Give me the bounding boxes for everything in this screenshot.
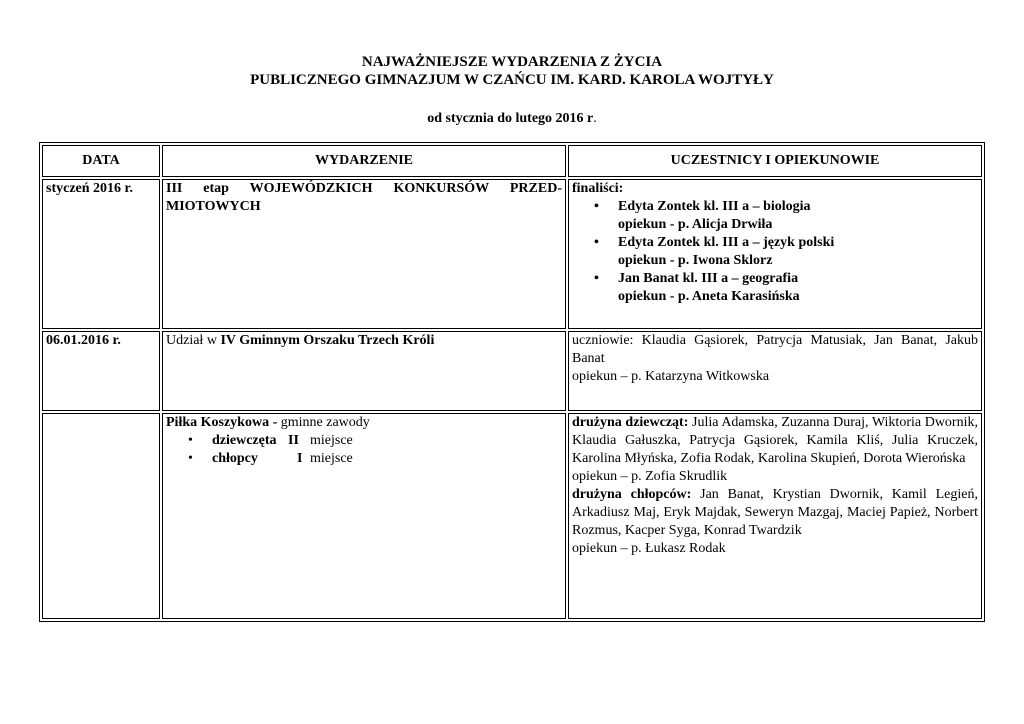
- row-participants: [568, 179, 982, 329]
- row-date: styczeń 2016 r.: [42, 179, 160, 329]
- boys-team-guardian: opiekun – p. Łukasz Rodak: [572, 541, 726, 556]
- result-word: miejsce: [310, 451, 353, 466]
- girls-team-guardian: opiekun – p. Zofia Skrudlik: [572, 469, 728, 484]
- result-word: miejsce: [310, 433, 353, 448]
- column-header-event: WYDARZENIE: [162, 145, 566, 177]
- finalist-entry: Jan Banat kl. III a – geografia: [618, 271, 799, 286]
- row-date: 06.01.2016 r.: [42, 331, 160, 411]
- result-place: II: [288, 433, 299, 448]
- result-place: I: [297, 451, 303, 466]
- table-row: [42, 179, 982, 329]
- girls-team-label: drużyna dziewcząt:: [572, 415, 689, 430]
- girls-team-names: Julia Adamska, Zuzanna Duraj, Wiktoria Dwornik, Klaudia Gałuszka, Patrycja Gąsiorek, Kamila Kliś, Julia Kruczek, Karolina Młyńska, Zofia Rodak, Karolina Skupień, Dorota Wierońska: [572, 415, 978, 466]
- finalists-list: [572, 198, 978, 306]
- document-title-line1: NAJWAŻNIEJSZE WYDARZENIA Z ŻYCIA: [361, 54, 663, 70]
- finalist-entry: Edyta Zontek kl. III a – biologia: [618, 199, 811, 214]
- list-item: [572, 270, 978, 306]
- column-header-date: DATA: [42, 145, 160, 177]
- bullet-icon: •: [188, 433, 193, 448]
- results-list: [166, 432, 562, 468]
- finalists-heading: finaliści:: [572, 181, 624, 196]
- finalist-guardian: opiekun - p. Aneta Karasińska: [618, 289, 800, 304]
- row-event: III etap WOJEWÓDZKICH KONKURSÓW PRZED-MIOTOWYCH: [162, 179, 566, 329]
- bullet-icon: •: [188, 451, 193, 466]
- bullet-icon: •: [594, 235, 599, 250]
- row-participants: [568, 331, 982, 411]
- boys-team-names: Jan Banat, Krystian Dwornik, Kamil Legień, Arkadiusz Maj, Eryk Majdak, Seweryn Mazgaj, Maciej Papież, Norbert Rozmus, Kacper Syga, Konrad Twardzik: [572, 487, 978, 538]
- list-item: [166, 450, 562, 468]
- participants-students: uczniowie: Klaudia Gąsiorek, Patrycja Matusiak, Jan Banat, Jakub Banat: [572, 333, 978, 366]
- result-team: chłopcy: [212, 451, 258, 466]
- bullet-icon: •: [594, 199, 599, 214]
- row-event: [162, 413, 566, 619]
- finalist-entry: Edyta Zontek kl. III a – język polski: [618, 235, 835, 250]
- document-title-line2: PUBLICZNEGO GIMNAZJUM W CZAŃCU IM. KARD. KAROLA WOJTYŁY: [250, 72, 774, 88]
- finalist-guardian: opiekun - p. Alicja Drwiła: [618, 217, 773, 232]
- events-table: [39, 142, 985, 622]
- list-item: [572, 198, 978, 234]
- row-participants: [568, 413, 982, 619]
- row-event: [162, 331, 566, 411]
- event-name: IV Gminnym Orszaku Trzech Króli: [220, 333, 435, 348]
- list-item: [166, 432, 562, 450]
- finalist-guardian: opiekun - p. Iwona Sklorz: [618, 253, 773, 268]
- document-subtitle: [0, 110, 1024, 127]
- table-row: [42, 413, 982, 619]
- table-row: [42, 331, 982, 411]
- event-prefix: Udział w: [166, 333, 221, 348]
- boys-team-label: drużyna chłopców:: [572, 487, 692, 502]
- row-date: [42, 413, 160, 619]
- bullet-icon: •: [594, 271, 599, 286]
- subtitle-text: od stycznia do lutego 2016 r: [427, 111, 594, 126]
- list-item: [572, 234, 978, 270]
- participants-guardian: opiekun – p. Katarzyna Witkowska: [572, 369, 770, 384]
- table-header-row: [42, 145, 982, 177]
- column-header-participants: UCZESTNICY I OPIEKUNOWIE: [568, 145, 982, 177]
- event-description: gminne zawody: [280, 415, 370, 430]
- subtitle-dot: .: [593, 111, 597, 126]
- event-name: Piłka Koszykowa -: [166, 415, 281, 430]
- result-team: dziewczęta: [212, 433, 277, 448]
